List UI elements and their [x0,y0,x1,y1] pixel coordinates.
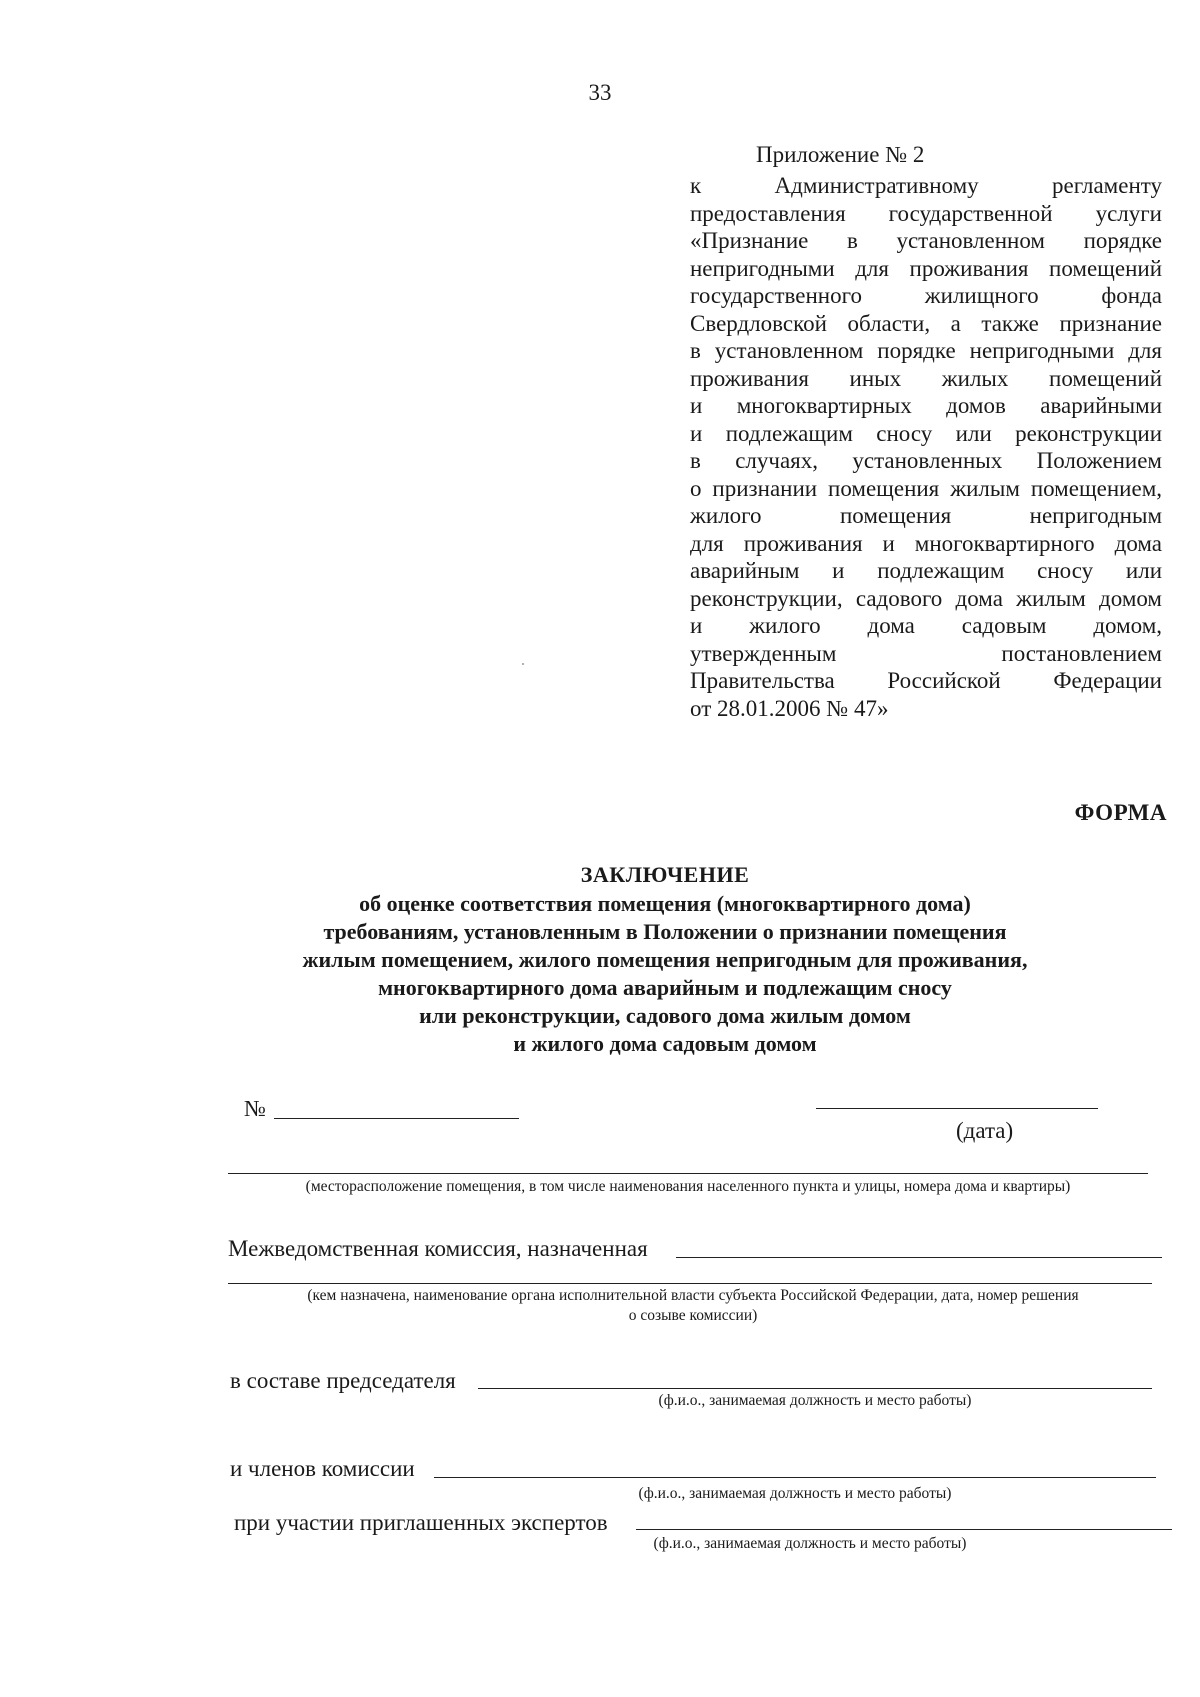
appendix-line: Свердловской области, а также признание [690,310,1162,336]
number-field[interactable] [274,1118,519,1119]
appendix-line: и многоквартирных домов аварийными [690,393,1162,418]
appendix-line: и подлежащим сносу или реконструкции [690,420,1162,446]
date-field[interactable] [816,1108,1098,1109]
chairman-caption: (ф.и.о., занимаемая должность и место работы) [658,1392,972,1409]
document-title: ЗАКЛЮЧЕНИЕ [580,862,750,887]
members-field[interactable] [434,1477,1156,1478]
commission-caption-continued: о созыве комиссии) [628,1307,758,1324]
number-label: № [244,1096,266,1121]
document-subtitle [150,890,1180,1058]
members-label: и членов комиссии [230,1456,415,1481]
appendix-line: жилого помещения непригодным [690,503,1162,528]
appendix-line: к Административному регламенту [690,173,1162,198]
members-caption: (ф.и.о., занимаемая должность и место работы) [638,1485,952,1502]
scan-speck [522,663,524,665]
chairman-label: в составе председателя [230,1368,456,1393]
appendix-line: аварийным и подлежащим сносу или [690,558,1162,583]
subtitle-line: многоквартирного дома аварийным и подлежащим сносу [378,975,952,1000]
appendix-line: непригодными для проживания помещений [690,255,1162,281]
location-field[interactable] [228,1173,1148,1174]
experts-field[interactable] [636,1529,1172,1530]
appendix-line: проживания иных жилых помещений [690,365,1162,391]
appendix-line: от 28.01.2006 № 47» [690,695,889,721]
appendix-title: Приложение № 2 [756,142,925,167]
chairman-field[interactable] [478,1388,1152,1389]
appendix-line: реконструкции, садового дома жилым домом [690,585,1162,611]
commission-field[interactable] [676,1257,1162,1258]
appendix-reference-block [690,172,1162,722]
page-number: 33 [588,80,612,105]
subtitle-line: или реконструкции, садового дома жилым домом [419,1003,911,1028]
form-label: ФОРМА [1074,800,1167,825]
subtitle-line: жилым помещением, жилого помещения непригодным для проживания, [302,947,1028,972]
appendix-line: и жилого дома садовым домом, [690,613,1162,638]
appendix-line: для проживания и многоквартирного дома [690,530,1162,556]
location-caption: (месторасположение помещения, в том числе наименования населенного пункта и улицы, номера дома и квартиры) [305,1178,1071,1195]
appendix-line: в установленном порядке непригодными для [690,338,1162,363]
commission-label: Межведомственная комиссия, назначенная [228,1236,648,1261]
appendix-line: о признании помещения жилым помещением, [690,475,1162,501]
appendix-line: Правительства Российской Федерации [690,668,1162,693]
date-caption: (дата) [956,1118,1014,1143]
appendix-line: «Признание в установленном порядке [690,228,1162,253]
appendix-line: государственного жилищного фонда [690,283,1162,308]
appendix-line: утвержденным постановлением [690,640,1162,666]
commission-caption: (кем назначена, наименование органа исполнительной власти субъекта Российской Федерации, дата, номер решения [307,1287,1079,1304]
subtitle-line: и жилого дома садовым домом [513,1031,817,1056]
appendix-line: в случаях, установленных Положением [690,448,1162,473]
subtitle-line: требованиям, установленным в Положении о признании помещения [323,919,1007,944]
experts-caption: (ф.и.о., занимаемая должность и место работы) [653,1535,967,1552]
experts-label: при участии приглашенных экспертов [234,1510,608,1535]
commission-field-continued[interactable] [228,1283,1152,1284]
appendix-line: предоставления государственной услуги [690,200,1162,226]
subtitle-line: об оценке соответствия помещения (многоквартирного дома) [359,891,971,916]
